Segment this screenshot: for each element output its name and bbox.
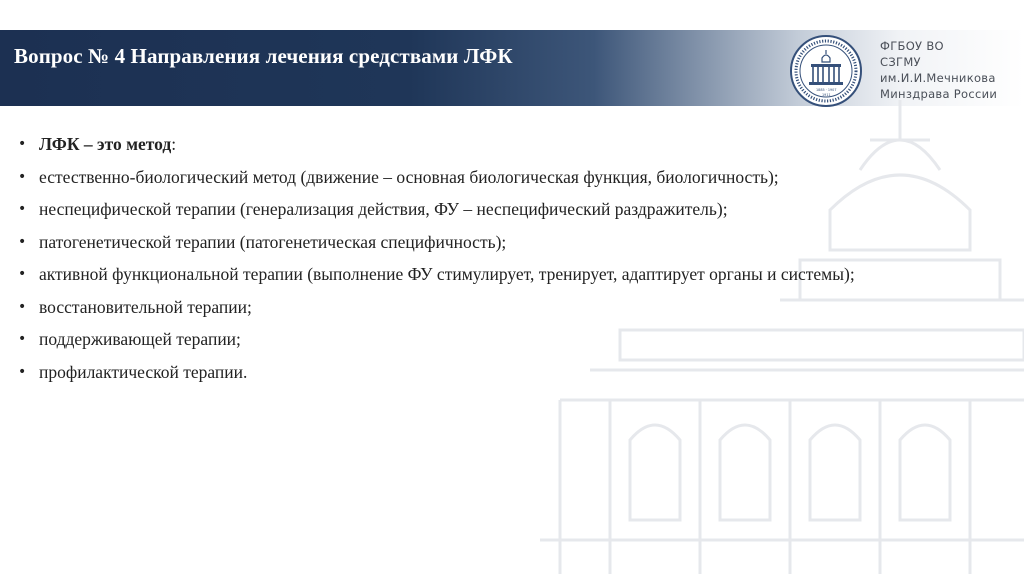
list-item-intro xyxy=(16,134,966,154)
list-item-text: восстановительной терапии; xyxy=(39,296,252,317)
intro-rest-text: : xyxy=(171,134,177,154)
bullet-icon: • xyxy=(18,233,27,250)
list-item-text: поддерживающей терапии; xyxy=(39,329,241,349)
list-item xyxy=(16,264,966,284)
list-item xyxy=(16,199,966,219)
list-item-text: патогенетической терапии (патогенетическая специфичность); xyxy=(39,231,507,252)
list-item-text: неспецифической терапии (генерализация действия, ФУ – неспецифический раздражитель); xyxy=(39,199,728,219)
org-line: Минздрава России xyxy=(880,87,998,101)
org-line: ФГБОУ ВО xyxy=(880,39,944,53)
org-line: СЗГМУ xyxy=(880,55,921,69)
slide-title: Вопрос № 4 Направления лечения средствами ЛФК xyxy=(14,44,513,68)
university-seal-icon xyxy=(789,34,863,108)
bullet-icon: • xyxy=(18,201,27,217)
bullet-list xyxy=(16,134,966,394)
list-item xyxy=(16,297,966,317)
organization-name xyxy=(880,38,997,102)
list-item xyxy=(16,232,966,252)
seal-years-right: 1911 xyxy=(822,93,831,97)
list-item-text: естественно-биологический метод (движение – основная биологическая функция, биологичность); xyxy=(39,166,779,187)
bullet-icon: • xyxy=(18,331,27,347)
seal-years-left: 1885 · 1907 xyxy=(816,88,837,92)
bullet-icon: • xyxy=(18,363,27,380)
bullet-icon: • xyxy=(18,298,27,315)
bullet-icon: • xyxy=(18,168,27,185)
list-item-text: активной функциональной терапии (выполнение ФУ стимулирует, тренирует, адаптирует органы и системы); xyxy=(39,264,855,284)
list-item xyxy=(16,167,966,187)
bullet-icon: • xyxy=(18,266,27,282)
top-strip xyxy=(0,0,1024,30)
list-item xyxy=(16,362,966,382)
list-item-text: профилактической терапии. xyxy=(39,361,248,382)
bullet-icon: • xyxy=(18,136,27,152)
intro-bold-text: ЛФК – это метод xyxy=(39,134,172,154)
list-item xyxy=(16,329,966,349)
org-line: им.И.И.Мечникова xyxy=(880,71,996,85)
